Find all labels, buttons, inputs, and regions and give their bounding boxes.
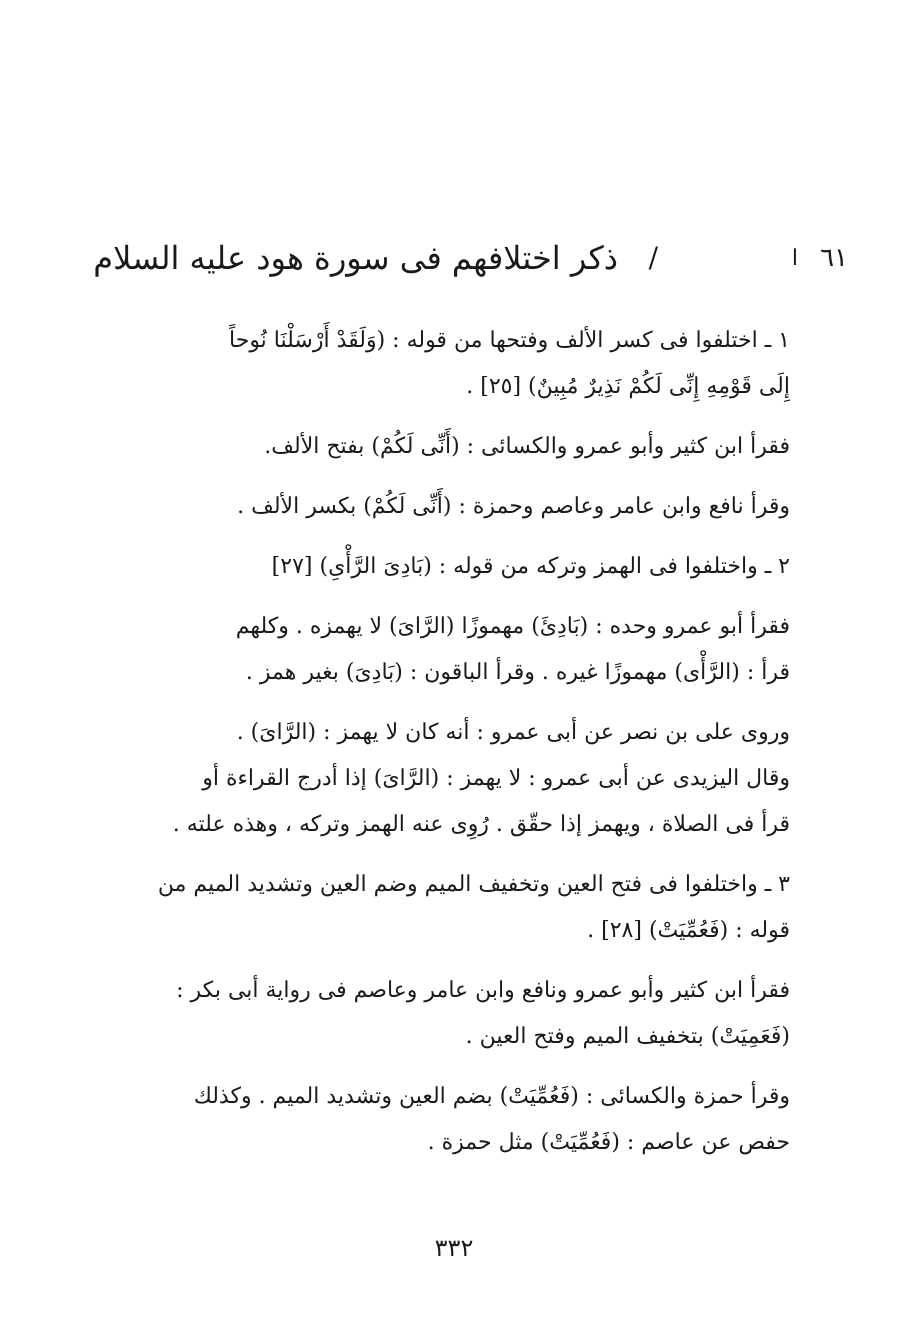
text-line: إِلَى قَوْمِهِ إِنِّى لَكُمْ نَذِيرٌ مُبِينٌ) [٢٥] . [466, 374, 790, 399]
text-line: فقرأ ابن كثير وأبو عمرو والكسائى : (أَنِّى لَكُمْ) بفتح الألف. [264, 434, 790, 459]
paragraph-5 [124, 604, 790, 696]
text-line: قرأ فى الصلاة ، ويهمز إذا حقّق . رُوِى عنه الهمز وتركه ، وهذه علته . [172, 812, 790, 837]
text-line: وقال اليزيدى عن أبى عمرو : لا يهمز : (الرَّاىَ) إذا أدرج القراءة أو [202, 766, 790, 791]
text-line: (فَعَمِيَتْ) بتخفيف الميم وفتح العين . [465, 1024, 790, 1049]
text-line: وروى على بن نصر عن أبى عمرو : أنه كان لا يهمز : (الرَّاىَ) . [236, 720, 790, 745]
paragraph-7 [124, 862, 790, 954]
paragraph-3 [124, 484, 790, 530]
paragraph-2 [124, 424, 790, 470]
folio-number: ٦١ [820, 243, 848, 273]
header-slash: / [648, 241, 658, 274]
text-line: حفص عن عاصم : (فَعُمِّيَتْ) مثل حمزة . [427, 1130, 790, 1155]
text-line: ١ ـ اختلفوا فى كسر الألف وفتحها من قوله : (وَلَقَدْ أَرْسَلْنَا نُوحاً [229, 328, 790, 353]
text-line: وقرأ حمزة والكسائى : (فَعُمِّيَتْ) بضم العين وتشديد الميم . وكذلك [193, 1084, 790, 1109]
paragraph-1 [124, 318, 790, 410]
paragraph-6 [124, 710, 790, 848]
text-line: ٣ ـ واختلفوا فى فتح العين وتخفيف الميم وضم العين وتشديد الميم من [157, 872, 790, 897]
running-header [93, 232, 848, 282]
text-line: قوله : (فَعُمِّيَتْ) [٢٨] . [587, 918, 790, 943]
text-line: فقرأ ابن كثير وأبو عمرو ونافع وابن عامر وعاصم فى رواية أبى بكر : [176, 978, 790, 1003]
running-title: ذكر اختلافهم فى سورة هود عليه السلام [93, 239, 618, 277]
text-line: قرأ : (الرَّأْى) مهموزًا غيره . وقرأ الباقون : (بَادِىَ) بغير همز . [245, 660, 790, 685]
paragraph-4 [124, 544, 790, 590]
text-line: ٢ ـ واختلفوا فى الهمز وتركه من قوله : (بَادِىَ الرَّأْىِ) [٢٧] [271, 554, 790, 579]
page-number: ٣٣٢ [434, 1234, 474, 1262]
header-mark: ا [791, 246, 798, 271]
text-line: وقرأ نافع وابن عامر وعاصم وحمزة : (أَنِّى لَكُمْ) بكسر الألف . [237, 494, 790, 519]
paragraph-9 [124, 1074, 790, 1166]
text-line: فقرأ أبو عمرو وحده : (بَادِئَ) مهموزًا (الرَّاىَ) لا يهمزه . وكلهم [235, 614, 790, 639]
page-body [124, 318, 790, 1166]
paragraph-8 [124, 968, 790, 1060]
